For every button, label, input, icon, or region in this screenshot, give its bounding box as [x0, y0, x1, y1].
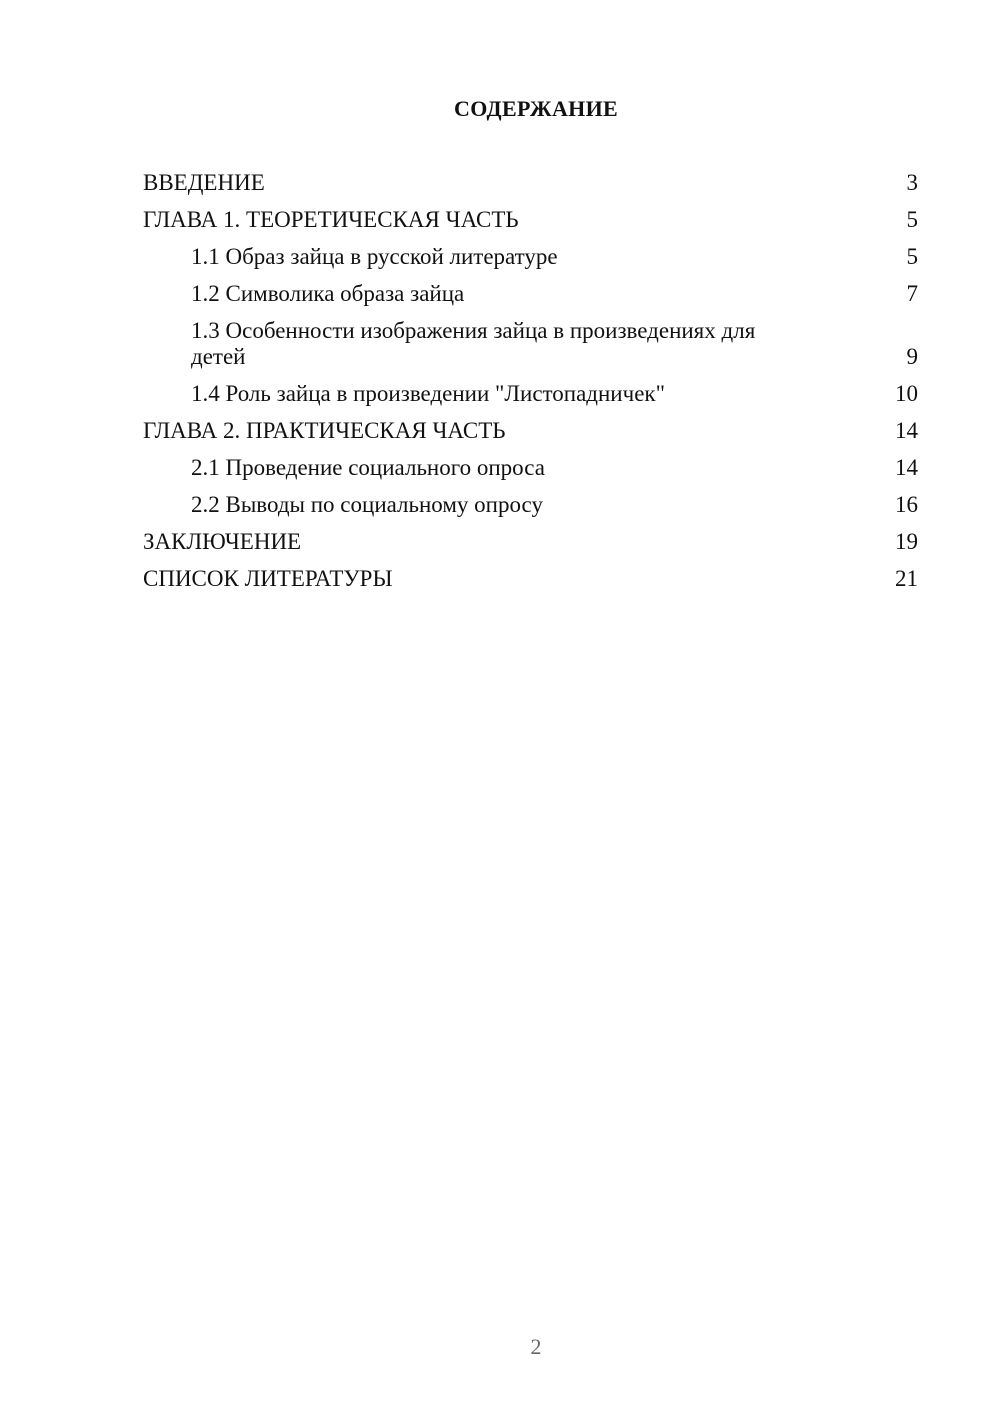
toc-entry-section-1-1[interactable] [143, 244, 918, 270]
toc-entry-page: 5 [906, 207, 918, 232]
toc-entry-chapter-2[interactable] [143, 418, 918, 444]
toc-entry-introduction[interactable] [143, 170, 918, 196]
toc-entry-page: 9 [906, 344, 918, 369]
toc-entry-section-2-2[interactable] [143, 492, 918, 518]
toc-entry-conclusion[interactable] [143, 529, 918, 555]
table-of-contents [143, 170, 918, 603]
toc-entry-label: 2.2 Выводы по социальному опросу [191, 492, 543, 517]
page-number: 2 [530, 1334, 542, 1359]
toc-entry-section-1-4[interactable] [143, 381, 918, 407]
toc-entry-label: 1.2 Символика образа зайца [191, 281, 465, 306]
toc-entry-page: 5 [906, 244, 918, 269]
toc-entry-page: 3 [906, 170, 918, 195]
toc-entry-section-1-2[interactable] [143, 281, 918, 307]
toc-entry-label: 2.1 Проведение социального опроса [191, 455, 545, 480]
toc-entry-chapter-1[interactable] [143, 207, 918, 233]
toc-entry-page: 10 [895, 381, 918, 406]
toc-entry-page: 16 [895, 492, 918, 517]
toc-entry-label: ВВЕДЕНИЕ [143, 170, 265, 195]
toc-entry-label: 1.4 Роль зайца в произведении "Листопадничек" [191, 381, 665, 406]
toc-entry-label: ГЛАВА 2. ПРАКТИЧЕСКАЯ ЧАСТЬ [143, 418, 506, 443]
toc-entry-label: СПИСОК ЛИТЕРАТУРЫ [143, 566, 393, 591]
toc-entry-section-2-1[interactable] [143, 455, 918, 481]
toc-entry-section-1-3[interactable] [143, 318, 918, 370]
toc-entry-page: 14 [895, 455, 918, 480]
toc-entry-references[interactable] [143, 566, 918, 592]
toc-entry-label: 1.1 Образ зайца в русской литературе [191, 244, 558, 269]
toc-entry-page: 14 [895, 418, 918, 443]
toc-entry-label: 1.3 Особенности изображения зайца в произведениях для детей [191, 318, 756, 369]
toc-entry-label: ЗАКЛЮЧЕНИЕ [143, 529, 302, 554]
page-title: СОДЕРЖАНИЕ [454, 96, 618, 121]
toc-entry-label: ГЛАВА 1. ТЕОРЕТИЧЕСКАЯ ЧАСТЬ [143, 207, 519, 232]
toc-entry-page: 7 [906, 281, 918, 306]
toc-entry-page: 21 [895, 566, 918, 591]
toc-entry-page: 19 [895, 529, 918, 554]
